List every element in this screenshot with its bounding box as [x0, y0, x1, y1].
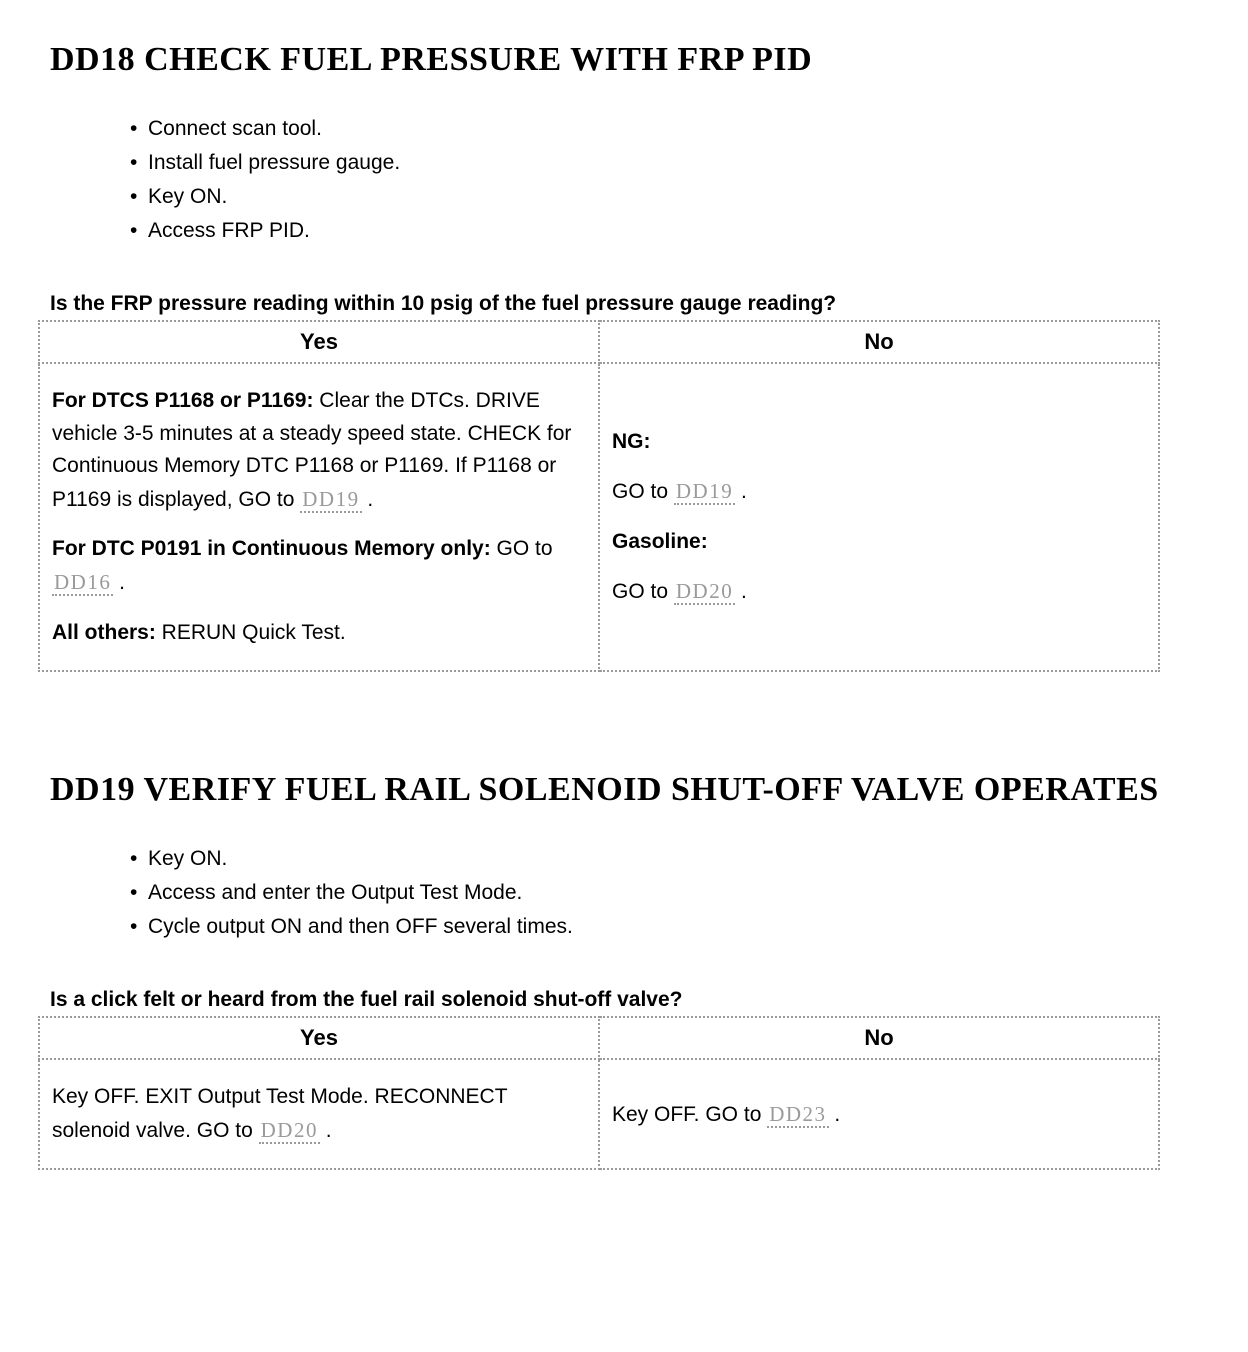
- instruction-condition-label: All others:: [52, 620, 156, 644]
- procedure-step: • Access FRP PID.: [130, 214, 1198, 248]
- link-dd16[interactable]: DD16: [54, 569, 112, 594]
- instruction-text: GO to: [490, 537, 553, 561]
- link-dd19[interactable]: DD19: [302, 486, 360, 511]
- no-instruction: [612, 1098, 1146, 1132]
- no-instruction-ng-label: [612, 426, 1146, 459]
- section-title-dd19: DD19 VERIFY FUEL RAIL SOLENOID SHUT-OFF VALVE OPERATES: [50, 771, 1159, 809]
- yes-instruction-p1168: [52, 385, 586, 516]
- table-body-row: [39, 363, 1159, 671]
- no-cell-dd19: [599, 1059, 1159, 1169]
- procedure-step: • Cycle output ON and then OFF several times.: [130, 910, 1198, 944]
- instruction-text-after: .: [361, 487, 374, 511]
- instruction-text-after: .: [319, 1118, 332, 1142]
- instruction-condition-label: For DTCS P1168 or P1169:: [52, 389, 314, 413]
- yes-cell-dd18: [39, 363, 599, 671]
- decision-question-dd19: Is a click felt or heard from the fuel rail solenoid shut-off valve?: [50, 988, 683, 1012]
- no-column-header: No: [599, 321, 1159, 363]
- yes-column-header: Yes: [39, 321, 599, 363]
- instruction-text-after: .: [113, 570, 126, 594]
- instruction-text: Key OFF. GO to: [612, 1102, 768, 1126]
- procedure-steps-dd18: [130, 112, 1198, 248]
- instruction-text: Clear the DTCs. DRIVE vehicle 3-5 minutes at a steady speed state. CHECK for Continuous Memory DTC P1168 or P1169. If P1168 or P1169 is displayed, GO to: [52, 389, 572, 511]
- link-dd20[interactable]: DD20: [675, 579, 734, 604]
- yes-instruction-all-others: [52, 617, 586, 650]
- table-header-row: [39, 1017, 1159, 1059]
- procedure-step: • Access and enter the Output Test Mode.: [130, 876, 1198, 910]
- instruction-text-after: .: [735, 480, 747, 504]
- procedure-steps-dd19: [130, 842, 1198, 944]
- no-column-header: No: [599, 1017, 1159, 1059]
- yes-instruction-p0191: [52, 533, 586, 599]
- procedure-step: • Install fuel pressure gauge.: [130, 146, 1198, 180]
- instruction-text: GO to: [612, 580, 674, 604]
- link-dd19[interactable]: DD19: [675, 479, 734, 504]
- no-cell-dd18: [599, 363, 1159, 671]
- no-instruction-ng-goto: [612, 475, 1146, 509]
- instruction-text: Key OFF. EXIT Output Test Mode. RECONNECT solenoid valve. GO to: [52, 1085, 508, 1142]
- instruction-condition-label: NG:: [612, 429, 651, 453]
- link-dd23[interactable]: DD23: [769, 1101, 827, 1126]
- table-header-row: [39, 321, 1159, 363]
- decision-table-dd19: [38, 1016, 1160, 1170]
- yes-instruction: [52, 1081, 586, 1147]
- section-dd19: [50, 768, 1198, 1170]
- section-title-dd18: DD18 CHECK FUEL PRESSURE WITH FRP PID: [50, 41, 813, 78]
- instruction-text: RERUN Quick Test.: [155, 620, 346, 644]
- instruction-text-after: .: [828, 1102, 841, 1126]
- instruction-condition-label: For DTC P0191 in Continuous Memory only:: [52, 537, 491, 561]
- table-body-row: [39, 1059, 1159, 1169]
- procedure-step: • Key ON.: [130, 180, 1198, 214]
- instruction-text-after: .: [735, 580, 747, 604]
- yes-cell-dd19: [39, 1059, 599, 1169]
- instruction-text: GO to: [612, 480, 674, 504]
- no-instruction-gasoline-goto: [612, 575, 1146, 609]
- section-dd18: [50, 38, 1198, 672]
- procedure-step: • Key ON.: [130, 842, 1198, 876]
- procedure-step: • Connect scan tool.: [130, 112, 1198, 146]
- no-instruction-gasoline-label: [612, 526, 1146, 559]
- link-dd20[interactable]: DD20: [260, 1117, 318, 1142]
- yes-column-header: Yes: [39, 1017, 599, 1059]
- decision-question-dd18: Is the FRP pressure reading within 10 psig of the fuel pressure gauge reading?: [50, 292, 837, 316]
- instruction-condition-label: Gasoline:: [612, 529, 708, 553]
- decision-table-dd18: [38, 320, 1160, 672]
